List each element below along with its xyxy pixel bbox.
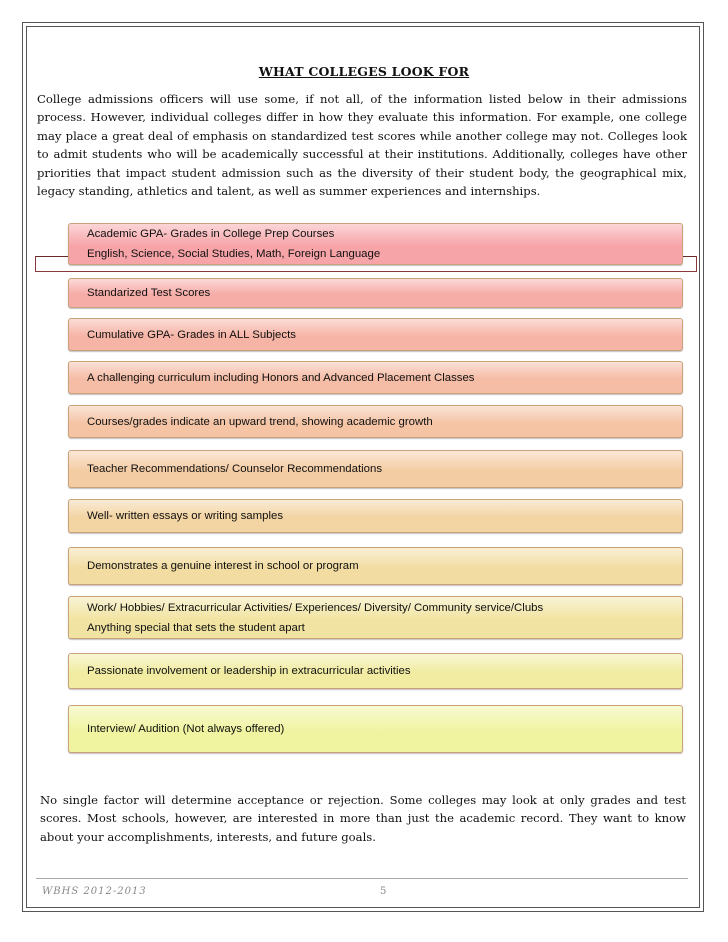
factor-label: Interview/ Audition (Not always offered) bbox=[87, 723, 285, 735]
factor-label: A challenging curriculum including Honors and Advanced Placement Classes bbox=[87, 371, 475, 384]
factor-item bbox=[68, 405, 683, 438]
factor-item bbox=[68, 499, 683, 533]
factor-label: Well- written essays or writing samples bbox=[87, 510, 284, 522]
factor-label: Teacher Recommendations/ Counselor Recommendations bbox=[87, 463, 383, 475]
factor-item bbox=[68, 653, 683, 689]
factor-sublabel: Anything special that sets the student apart bbox=[87, 621, 305, 634]
footer-school-year: WBHS 2012-2013 bbox=[42, 886, 147, 897]
intro-paragraph: College admissions officers will use some, if not all, of the information listed below in their admissions process. However, individual colleges differ in how they evaluate this information. For example, one college may place a great deal of emphasis on standardized test scores while another college may not. Colleges look to admit students who will be academically successful at their institutions. Additionally, colleges have other priorities that impact student admission such as the diversity of their student body, the geographical mix, legacy standing, athletics and talent, as well as summer experiences and internships. bbox=[37, 92, 687, 199]
page-number: 5 bbox=[380, 886, 387, 897]
factor-label: Courses/grades indicate an upward trend, showing academic growth bbox=[87, 415, 433, 428]
factor-item bbox=[68, 223, 683, 265]
factor-label: Cumulative GPA- Grades in ALL Subjects bbox=[87, 328, 296, 341]
factor-item bbox=[68, 450, 683, 488]
factor-label: Work/ Hobbies/ Extracurricular Activities/ Experiences/ Diversity/ Community service/Clubs bbox=[87, 601, 544, 614]
factor-label: Demonstrates a genuine interest in school or program bbox=[87, 560, 359, 572]
factor-item bbox=[68, 361, 683, 394]
factor-item bbox=[68, 318, 683, 351]
factor-label: Standarized Test Scores bbox=[87, 287, 211, 299]
factor-sublabel: English, Science, Social Studies, Math, Foreign Language bbox=[87, 248, 381, 260]
closing-paragraph: No single factor will determine acceptance or rejection. Some colleges may look at only grades and test scores. Most schools, however, are interested in more than just the academic record. They want to know about your accomplishments, interests, and future goals. bbox=[40, 793, 686, 844]
factor-item bbox=[68, 596, 683, 639]
factor-item bbox=[68, 547, 683, 585]
factor-label: Passionate involvement or leadership in extracurricular activities bbox=[87, 665, 411, 677]
page-title: WHAT COLLEGES LOOK FOR bbox=[258, 64, 470, 79]
factor-label: Academic GPA- Grades in College Prep Courses bbox=[87, 228, 335, 240]
factor-item bbox=[68, 705, 683, 753]
footer-divider bbox=[36, 878, 688, 879]
factor-item bbox=[68, 278, 683, 308]
